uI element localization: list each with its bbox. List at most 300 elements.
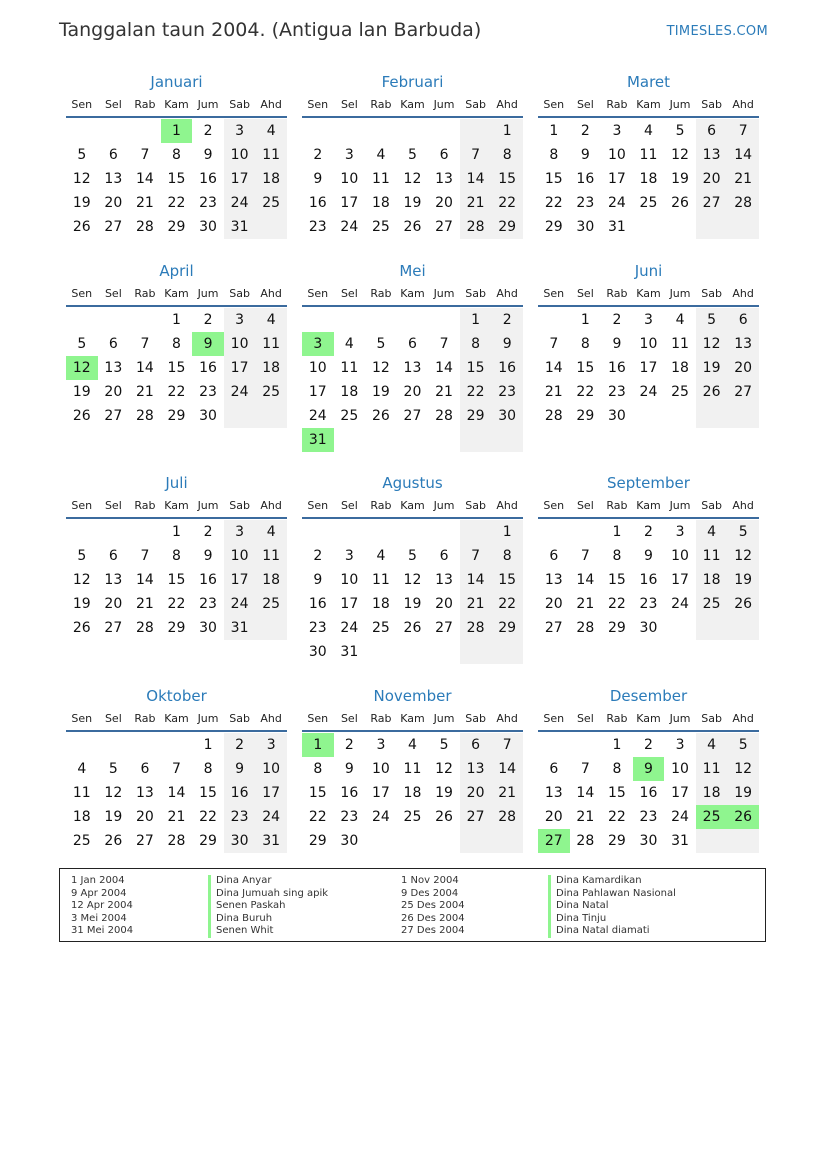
month-april	[66, 260, 287, 472]
day-cell: 7	[491, 733, 523, 757]
empty-cell	[460, 119, 492, 143]
weekday-label: Sab	[465, 98, 486, 111]
legend-holiday-name: Senen Whit	[208, 925, 328, 938]
day-cell: 1	[460, 308, 492, 332]
empty-cell	[334, 520, 366, 544]
weekday-label: Ahd	[732, 499, 754, 512]
day-cell: 28	[576, 620, 595, 636]
empty-cell	[570, 733, 602, 757]
empty-cell	[633, 404, 665, 428]
day-cell: 23	[576, 195, 595, 211]
brand-link[interactable]: TIMESLES.COM	[666, 24, 768, 39]
day-cell: 11	[340, 360, 359, 376]
day-cell: 22	[460, 380, 492, 404]
day-cell: 4	[675, 312, 685, 328]
day-cell: 18	[255, 356, 287, 380]
empty-cell	[224, 404, 256, 428]
weekday-label: Sel	[340, 499, 358, 512]
day-cell: 29	[491, 616, 523, 640]
day-cell: 13	[135, 785, 154, 801]
day-cell: 5	[408, 548, 417, 564]
legend-holiday-name: Dina Natal diamati	[548, 925, 676, 938]
empty-cell	[727, 404, 759, 428]
legend-holiday-name: Dina Jumuah sing apik	[208, 888, 328, 901]
weekday-label: Rab	[370, 287, 392, 300]
holiday-day-cell: 25	[696, 805, 728, 829]
empty-cell	[302, 308, 334, 332]
day-cell: 16	[199, 171, 217, 187]
day-cell: 17	[639, 360, 658, 376]
weekday-label: Ahd	[732, 98, 754, 111]
legend-holiday-name: Dina Pahlawan Nasional	[548, 888, 676, 901]
weekday-label: Kam	[400, 499, 425, 512]
day-cell: 31	[224, 616, 256, 640]
empty-cell	[365, 428, 397, 452]
weekday-label: Sab	[465, 287, 486, 300]
day-cell: 18	[340, 384, 359, 400]
empty-cell	[460, 829, 492, 853]
day-cell: 28	[544, 408, 563, 424]
day-cell: 17	[607, 171, 626, 187]
empty-cell	[129, 308, 161, 332]
day-cell: 20	[727, 356, 759, 380]
day-cell: 6	[439, 147, 449, 163]
day-cell: 29	[544, 219, 563, 235]
day-cell: 7	[140, 548, 150, 564]
day-cell: 17	[671, 785, 689, 801]
day-cell: 20	[435, 596, 453, 612]
empty-cell	[397, 428, 429, 452]
day-cell: 22	[167, 384, 186, 400]
day-cell: 14	[544, 360, 563, 376]
weekday-label: Sab	[701, 712, 722, 725]
day-cell: 24	[639, 384, 658, 400]
day-cell: 9	[612, 336, 622, 352]
day-cell: 13	[696, 143, 728, 167]
holiday-day-cell: 1	[161, 119, 193, 143]
empty-cell	[727, 829, 759, 853]
weekday-label: Jum	[669, 712, 691, 725]
month-title: Desember	[609, 687, 688, 705]
day-cell: 12	[403, 572, 422, 588]
day-cell: 18	[671, 360, 689, 376]
empty-cell	[334, 428, 366, 452]
weekday-header	[538, 494, 759, 519]
day-cell: 10	[224, 332, 256, 356]
legend-date: 1 Jan 2004	[71, 875, 125, 886]
day-cell: 15	[167, 171, 186, 187]
day-cell: 14	[460, 167, 492, 191]
month-title: April	[159, 262, 194, 280]
day-cell: 30	[199, 620, 217, 636]
day-cell: 23	[199, 384, 217, 400]
day-cell: 8	[612, 761, 622, 777]
day-cell: 21	[727, 167, 759, 191]
day-cell: 20	[403, 384, 422, 400]
days-grid	[66, 308, 287, 428]
day-cell: 26	[403, 219, 422, 235]
day-cell: 11	[403, 761, 422, 777]
day-cell: 17	[671, 572, 689, 588]
weekday-header	[66, 93, 287, 118]
day-cell: 2	[203, 312, 213, 328]
day-cell: 5	[77, 147, 87, 163]
day-cell: 2	[203, 123, 213, 139]
day-cell: 9	[224, 757, 256, 781]
holiday-day-cell: 12	[66, 356, 98, 380]
day-cell: 24	[371, 809, 390, 825]
day-cell: 3	[224, 520, 256, 544]
day-cell: 11	[671, 336, 689, 352]
day-cell: 7	[727, 119, 759, 143]
day-cell: 5	[675, 123, 685, 139]
empty-cell	[161, 733, 193, 757]
empty-cell	[696, 616, 728, 640]
weekday-label: Ahd	[732, 712, 754, 725]
day-cell: 10	[340, 572, 359, 588]
weekday-label: Rab	[134, 98, 156, 111]
weekday-label: Kam	[164, 712, 189, 725]
day-cell: 13	[544, 572, 563, 588]
weekday-label: Jum	[433, 499, 455, 512]
weekday-label: Jum	[669, 98, 691, 111]
day-cell: 2	[644, 524, 653, 540]
day-cell: 28	[135, 620, 154, 636]
day-cell: 6	[727, 308, 759, 332]
day-cell: 17	[224, 167, 256, 191]
day-cell: 22	[491, 191, 523, 215]
day-cell: 7	[460, 544, 492, 568]
day-cell: 11	[639, 147, 658, 163]
day-cell: 11	[696, 757, 728, 781]
day-cell: 23	[199, 596, 217, 612]
day-cell: 30	[491, 404, 523, 428]
day-cell: 1	[172, 524, 181, 540]
day-cell: 17	[308, 384, 327, 400]
legend-date: 31 Mei 2004	[71, 925, 134, 936]
days-grid	[66, 119, 287, 239]
day-cell: 11	[371, 171, 390, 187]
day-cell: 20	[104, 596, 123, 612]
day-cell: 15	[576, 360, 595, 376]
weekday-label: Sen	[307, 712, 329, 725]
weekday-label: Jum	[669, 287, 691, 300]
day-cell: 29	[167, 219, 186, 235]
day-cell: 2	[491, 308, 523, 332]
day-cell: 1	[612, 524, 622, 540]
day-cell: 25	[340, 408, 359, 424]
month-maret	[538, 71, 759, 260]
weekday-label: Sel	[576, 98, 594, 111]
day-cell: 3	[344, 147, 354, 163]
weekday-label: Sab	[465, 499, 486, 512]
legend-holiday-name: Senen Paskah	[208, 900, 328, 913]
day-cell: 8	[491, 544, 523, 568]
day-cell: 18	[696, 568, 728, 592]
day-cell: 23	[224, 805, 256, 829]
day-cell: 5	[77, 336, 87, 352]
empty-cell	[428, 308, 460, 332]
empty-cell	[334, 308, 366, 332]
weekday-label: Sel	[576, 287, 594, 300]
weekday-label: Sel	[104, 287, 122, 300]
weekday-header	[538, 282, 759, 307]
day-cell: 10	[639, 336, 658, 352]
holiday-legend	[59, 868, 766, 942]
day-cell: 26	[671, 195, 689, 211]
day-cell: 3	[675, 524, 685, 540]
day-cell: 27	[435, 219, 453, 235]
empty-cell	[428, 640, 460, 664]
day-cell: 13	[544, 785, 563, 801]
weekday-header	[302, 282, 523, 307]
day-cell: 24	[224, 592, 256, 616]
empty-cell	[302, 119, 334, 143]
weekday-label: Rab	[606, 98, 628, 111]
weekday-label: Sen	[543, 287, 565, 300]
day-cell: 2	[313, 548, 323, 564]
weekday-label: Sel	[340, 712, 358, 725]
day-cell: 26	[403, 620, 422, 636]
day-cell: 1	[580, 312, 590, 328]
legend-holiday-name: Dina Natal	[548, 900, 676, 913]
day-cell: 20	[544, 596, 563, 612]
weekday-label: Sab	[229, 287, 250, 300]
day-cell: 28	[435, 408, 453, 424]
day-cell: 19	[403, 195, 422, 211]
empty-cell	[538, 520, 570, 544]
weekday-label: Sen	[543, 499, 565, 512]
month-september	[538, 472, 759, 685]
day-cell: 26	[727, 592, 759, 616]
day-cell: 9	[203, 147, 213, 163]
day-cell: 15	[491, 167, 523, 191]
day-cell: 28	[460, 215, 492, 239]
day-cell: 31	[224, 215, 256, 239]
day-cell: 2	[203, 524, 213, 540]
legend-holiday-name: Dina Anyar	[208, 875, 328, 888]
legend-date: 1 Nov 2004	[401, 875, 459, 886]
day-cell: 21	[135, 596, 154, 612]
weekday-label: Sab	[229, 499, 250, 512]
day-cell: 21	[576, 809, 595, 825]
day-cell: 14	[135, 360, 154, 376]
day-cell: 13	[435, 572, 453, 588]
day-cell: 7	[460, 143, 492, 167]
month-oktober	[66, 685, 287, 875]
day-cell: 22	[167, 195, 186, 211]
month-mei	[302, 260, 523, 472]
day-cell: 25	[639, 195, 658, 211]
day-cell: 23	[639, 809, 658, 825]
day-cell: 8	[203, 761, 213, 777]
day-cell: 14	[727, 143, 759, 167]
weekday-label: Jum	[197, 287, 219, 300]
weekday-label: Ahd	[260, 98, 282, 111]
day-cell: 30	[639, 620, 658, 636]
weekday-label: Ahd	[260, 712, 282, 725]
day-cell: 15	[491, 568, 523, 592]
day-cell: 21	[460, 191, 492, 215]
day-cell: 23	[340, 809, 359, 825]
day-cell: 19	[727, 781, 759, 805]
weekday-label: Rab	[370, 712, 392, 725]
day-cell: 21	[460, 592, 492, 616]
weekday-label: Kam	[636, 98, 661, 111]
day-cell: 5	[696, 308, 728, 332]
legend-left-names	[208, 875, 328, 938]
empty-cell	[633, 215, 665, 239]
day-cell: 19	[72, 195, 91, 211]
day-cell: 3	[376, 737, 386, 753]
day-cell: 22	[308, 809, 327, 825]
day-cell: 4	[344, 336, 354, 352]
empty-cell	[538, 733, 570, 757]
month-title: Maret	[626, 73, 671, 91]
day-cell: 26	[435, 809, 453, 825]
day-cell: 19	[72, 596, 91, 612]
month-agustus	[302, 472, 523, 685]
empty-cell	[98, 119, 130, 143]
day-cell: 28	[727, 191, 759, 215]
page-title: Tanggalan taun 2004. (Antigua lan Barbuda)	[59, 19, 482, 41]
day-cell: 12	[727, 757, 759, 781]
day-cell: 22	[576, 384, 595, 400]
day-cell: 8	[172, 548, 181, 564]
day-cell: 30	[340, 833, 359, 849]
day-cell: 1	[612, 737, 622, 753]
day-cell: 4	[408, 737, 417, 753]
empty-cell	[460, 640, 492, 664]
legend-date: 12 Apr 2004	[71, 900, 133, 911]
day-cell: 16	[308, 195, 327, 211]
day-cell: 12	[671, 147, 689, 163]
empty-cell	[397, 119, 429, 143]
day-cell: 4	[376, 548, 386, 564]
empty-cell	[664, 616, 696, 640]
empty-cell	[365, 119, 397, 143]
day-cell: 24	[340, 620, 359, 636]
day-cell: 31	[340, 644, 359, 660]
month-juli	[66, 472, 287, 685]
day-cell: 15	[167, 572, 186, 588]
day-cell: 25	[371, 620, 390, 636]
day-cell: 30	[199, 408, 217, 424]
weekday-label: Rab	[134, 712, 156, 725]
day-cell: 12	[696, 332, 728, 356]
legend-holiday-name: Dina Kamardikan	[548, 875, 676, 888]
day-cell: 22	[491, 592, 523, 616]
day-cell: 16	[576, 171, 595, 187]
empty-cell	[491, 640, 523, 664]
day-cell: 12	[371, 360, 390, 376]
day-cell: 12	[435, 761, 453, 777]
empty-cell	[129, 520, 161, 544]
legend-date: 9 Apr 2004	[71, 887, 127, 899]
month-title: Mei	[399, 262, 426, 280]
weekday-label: Sel	[576, 499, 594, 512]
day-cell: 27	[727, 380, 759, 404]
day-cell: 9	[313, 171, 323, 187]
days-grid	[302, 119, 523, 239]
day-cell: 18	[371, 596, 390, 612]
day-cell: 24	[671, 809, 689, 825]
day-cell: 2	[224, 733, 256, 757]
weekday-label: Ahd	[260, 499, 282, 512]
day-cell: 8	[313, 761, 323, 777]
empty-cell	[66, 308, 98, 332]
day-cell: 28	[167, 833, 186, 849]
weekday-label: Sel	[340, 98, 358, 111]
weekday-label: Ahd	[496, 712, 518, 725]
day-cell: 16	[639, 785, 658, 801]
day-cell: 14	[435, 360, 453, 376]
holiday-day-cell: 31	[302, 428, 334, 452]
day-cell: 27	[403, 408, 422, 424]
empty-cell	[397, 640, 429, 664]
day-cell: 8	[172, 147, 181, 163]
day-cell: 30	[607, 408, 626, 424]
empty-cell	[428, 428, 460, 452]
day-cell: 15	[308, 785, 327, 801]
day-cell: 10	[224, 544, 256, 568]
weekday-label: Ahd	[496, 287, 518, 300]
day-cell: 7	[140, 336, 150, 352]
day-cell: 27	[435, 620, 453, 636]
day-cell: 4	[255, 308, 287, 332]
day-cell: 26	[72, 408, 91, 424]
weekday-header	[302, 707, 523, 732]
weekday-header	[66, 494, 287, 519]
day-cell: 25	[255, 592, 287, 616]
day-cell: 15	[460, 356, 492, 380]
empty-cell	[66, 119, 98, 143]
month-januari	[66, 71, 287, 260]
day-cell: 18	[72, 809, 91, 825]
day-cell: 19	[727, 568, 759, 592]
weekday-label: Rab	[134, 499, 156, 512]
weekday-label: Rab	[370, 499, 392, 512]
weekday-label: Sab	[701, 499, 722, 512]
day-cell: 5	[77, 548, 87, 564]
day-cell: 13	[403, 360, 422, 376]
day-cell: 23	[639, 596, 658, 612]
day-cell: 6	[108, 336, 118, 352]
day-cell: 20	[104, 195, 123, 211]
day-cell: 27	[544, 620, 563, 636]
day-cell: 3	[644, 312, 653, 328]
empty-cell	[66, 520, 98, 544]
day-cell: 17	[371, 785, 390, 801]
day-cell: 14	[460, 568, 492, 592]
weekday-label: Sen	[71, 287, 93, 300]
day-cell: 22	[607, 809, 626, 825]
day-cell: 2	[344, 737, 354, 753]
weekday-label: Rab	[606, 499, 628, 512]
day-cell: 11	[72, 785, 91, 801]
day-cell: 5	[727, 520, 759, 544]
day-cell: 1	[549, 123, 559, 139]
day-cell: 10	[371, 761, 390, 777]
day-cell: 20	[435, 195, 453, 211]
day-cell: 11	[696, 544, 728, 568]
weekday-label: Sel	[576, 712, 594, 725]
day-cell: 8	[491, 143, 523, 167]
days-grid	[538, 119, 759, 239]
day-cell: 17	[340, 596, 359, 612]
day-cell: 17	[255, 781, 287, 805]
day-cell: 26	[72, 620, 91, 636]
